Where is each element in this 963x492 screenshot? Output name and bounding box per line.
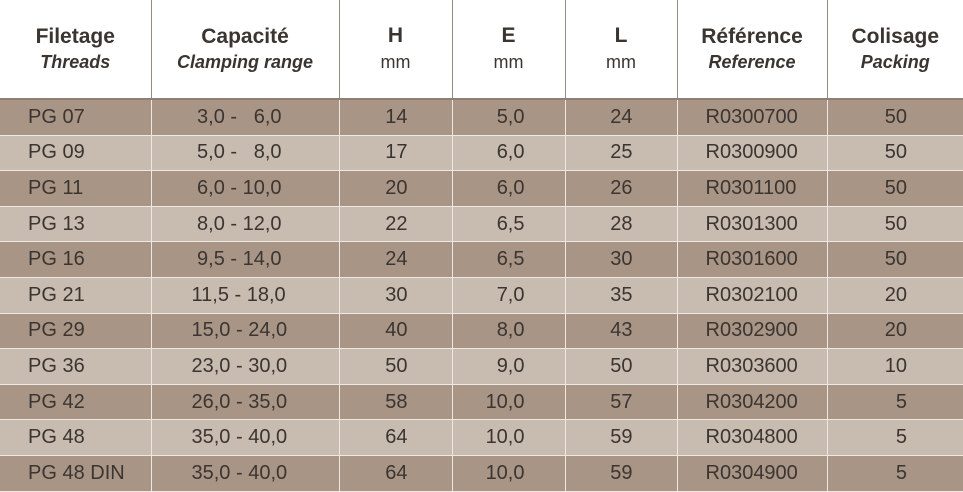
header-main-label: Référence bbox=[701, 25, 803, 48]
header-main-label: Capacité bbox=[201, 25, 289, 48]
cell-l: 25 bbox=[565, 135, 677, 171]
cell-e: 10,0 bbox=[452, 384, 565, 420]
cell-clamping-range: 8,0 - 12,0 bbox=[151, 206, 339, 242]
header-e bbox=[452, 0, 565, 99]
cell-packing: 50 bbox=[827, 135, 963, 171]
cell-reference: R0302900 bbox=[677, 313, 827, 349]
cell-clamping-range: 15,0 - 24,0 bbox=[151, 313, 339, 349]
cell-l: 43 bbox=[565, 313, 677, 349]
header-main-label: Colisage bbox=[851, 25, 940, 48]
cell-l: 26 bbox=[565, 171, 677, 207]
cell-clamping-range: 35,0 - 40,0 bbox=[151, 420, 339, 456]
header-sub-label: Reference bbox=[708, 52, 796, 72]
header-reference bbox=[677, 0, 827, 99]
header-clamping-range bbox=[151, 0, 339, 99]
header-h bbox=[339, 0, 452, 99]
cell-reference: R0304200 bbox=[677, 384, 827, 420]
cell-clamping-range: 6,0 - 10,0 bbox=[151, 171, 339, 207]
cell-reference: R0300700 bbox=[677, 99, 827, 135]
cell-clamping-range: 11,5 - 18,0 bbox=[151, 277, 339, 313]
cell-e: 8,0 bbox=[452, 313, 565, 349]
cell-packing: 20 bbox=[827, 277, 963, 313]
header-sub-label: Threads bbox=[40, 52, 111, 72]
cell-e: 5,0 bbox=[452, 99, 565, 135]
cell-l: 28 bbox=[565, 206, 677, 242]
cell-e: 9,0 bbox=[452, 349, 565, 385]
cell-h: 20 bbox=[339, 171, 452, 207]
cell-reference: R0301600 bbox=[677, 242, 827, 278]
cell-clamping-range: 5,0 - 8,0 bbox=[151, 135, 339, 171]
header-main-label: L bbox=[614, 24, 628, 47]
cell-packing: 50 bbox=[827, 171, 963, 207]
cell-h: 22 bbox=[339, 206, 452, 242]
cell-packing: 10 bbox=[827, 349, 963, 385]
cell-h: 40 bbox=[339, 313, 452, 349]
cell-h: 58 bbox=[339, 384, 452, 420]
header-unit-label: mm bbox=[493, 52, 524, 72]
header-unit-label: mm bbox=[380, 52, 411, 72]
cell-h: 64 bbox=[339, 420, 452, 456]
table-row bbox=[0, 384, 963, 420]
table-row bbox=[0, 349, 963, 385]
cell-thread: PG 21 bbox=[0, 277, 151, 313]
cell-packing: 5 bbox=[827, 420, 963, 456]
table-row bbox=[0, 313, 963, 349]
header-threads bbox=[0, 0, 151, 99]
cell-l: 57 bbox=[565, 384, 677, 420]
table-row bbox=[0, 242, 963, 278]
table-row bbox=[0, 277, 963, 313]
cell-l: 30 bbox=[565, 242, 677, 278]
cell-packing: 5 bbox=[827, 455, 963, 491]
cell-l: 35 bbox=[565, 277, 677, 313]
table-header bbox=[0, 0, 963, 99]
header-main-label: Filetage bbox=[35, 25, 115, 48]
cell-l: 59 bbox=[565, 420, 677, 456]
cell-h: 64 bbox=[339, 455, 452, 491]
cell-reference: R0301300 bbox=[677, 206, 827, 242]
header-packing bbox=[827, 0, 963, 99]
cell-packing: 5 bbox=[827, 384, 963, 420]
cell-thread: PG 29 bbox=[0, 313, 151, 349]
cell-thread: PG 07 bbox=[0, 99, 151, 135]
cell-l: 59 bbox=[565, 455, 677, 491]
table-row bbox=[0, 206, 963, 242]
cell-reference: R0303600 bbox=[677, 349, 827, 385]
cell-packing: 50 bbox=[827, 242, 963, 278]
cell-h: 24 bbox=[339, 242, 452, 278]
cell-thread: PG 11 bbox=[0, 171, 151, 207]
cell-e: 6,0 bbox=[452, 171, 565, 207]
cell-reference: R0302100 bbox=[677, 277, 827, 313]
table-body bbox=[0, 99, 963, 491]
table-row bbox=[0, 135, 963, 171]
cell-h: 14 bbox=[339, 99, 452, 135]
cell-h: 30 bbox=[339, 277, 452, 313]
cell-clamping-range: 9,5 - 14,0 bbox=[151, 242, 339, 278]
cell-l: 50 bbox=[565, 349, 677, 385]
header-sub-label: Packing bbox=[860, 52, 930, 72]
cell-thread: PG 48 bbox=[0, 420, 151, 456]
table-row bbox=[0, 420, 963, 456]
cell-thread: PG 16 bbox=[0, 242, 151, 278]
cell-thread: PG 36 bbox=[0, 349, 151, 385]
cell-l: 24 bbox=[565, 99, 677, 135]
cell-clamping-range: 23,0 - 30,0 bbox=[151, 349, 339, 385]
cell-thread: PG 09 bbox=[0, 135, 151, 171]
cell-thread: PG 48 DIN bbox=[0, 455, 151, 491]
cell-thread: PG 13 bbox=[0, 206, 151, 242]
cell-packing: 20 bbox=[827, 313, 963, 349]
header-sub-label: Clamping range bbox=[176, 52, 314, 72]
cell-packing: 50 bbox=[827, 206, 963, 242]
cell-clamping-range: 26,0 - 35,0 bbox=[151, 384, 339, 420]
cell-h: 17 bbox=[339, 135, 452, 171]
cell-thread: PG 42 bbox=[0, 384, 151, 420]
cell-reference: R0301100 bbox=[677, 171, 827, 207]
cell-reference: R0304900 bbox=[677, 455, 827, 491]
cell-e: 6,5 bbox=[452, 242, 565, 278]
table-row bbox=[0, 99, 963, 135]
cell-clamping-range: 35,0 - 40,0 bbox=[151, 455, 339, 491]
table-row bbox=[0, 455, 963, 491]
cell-clamping-range: 3,0 - 6,0 bbox=[151, 99, 339, 135]
header-unit-label: mm bbox=[606, 52, 636, 72]
table-row bbox=[0, 171, 963, 207]
cell-reference: R0300900 bbox=[677, 135, 827, 171]
header-main-label: E bbox=[501, 24, 516, 47]
cell-packing: 50 bbox=[827, 99, 963, 135]
header-row bbox=[0, 0, 963, 99]
cell-e: 10,0 bbox=[452, 420, 565, 456]
cell-e: 6,0 bbox=[452, 135, 565, 171]
cell-e: 6,5 bbox=[452, 206, 565, 242]
header-l bbox=[565, 0, 677, 99]
cell-e: 10,0 bbox=[452, 455, 565, 491]
cell-e: 7,0 bbox=[452, 277, 565, 313]
cell-h: 50 bbox=[339, 349, 452, 385]
cell-reference: R0304800 bbox=[677, 420, 827, 456]
header-main-label: H bbox=[387, 24, 404, 47]
